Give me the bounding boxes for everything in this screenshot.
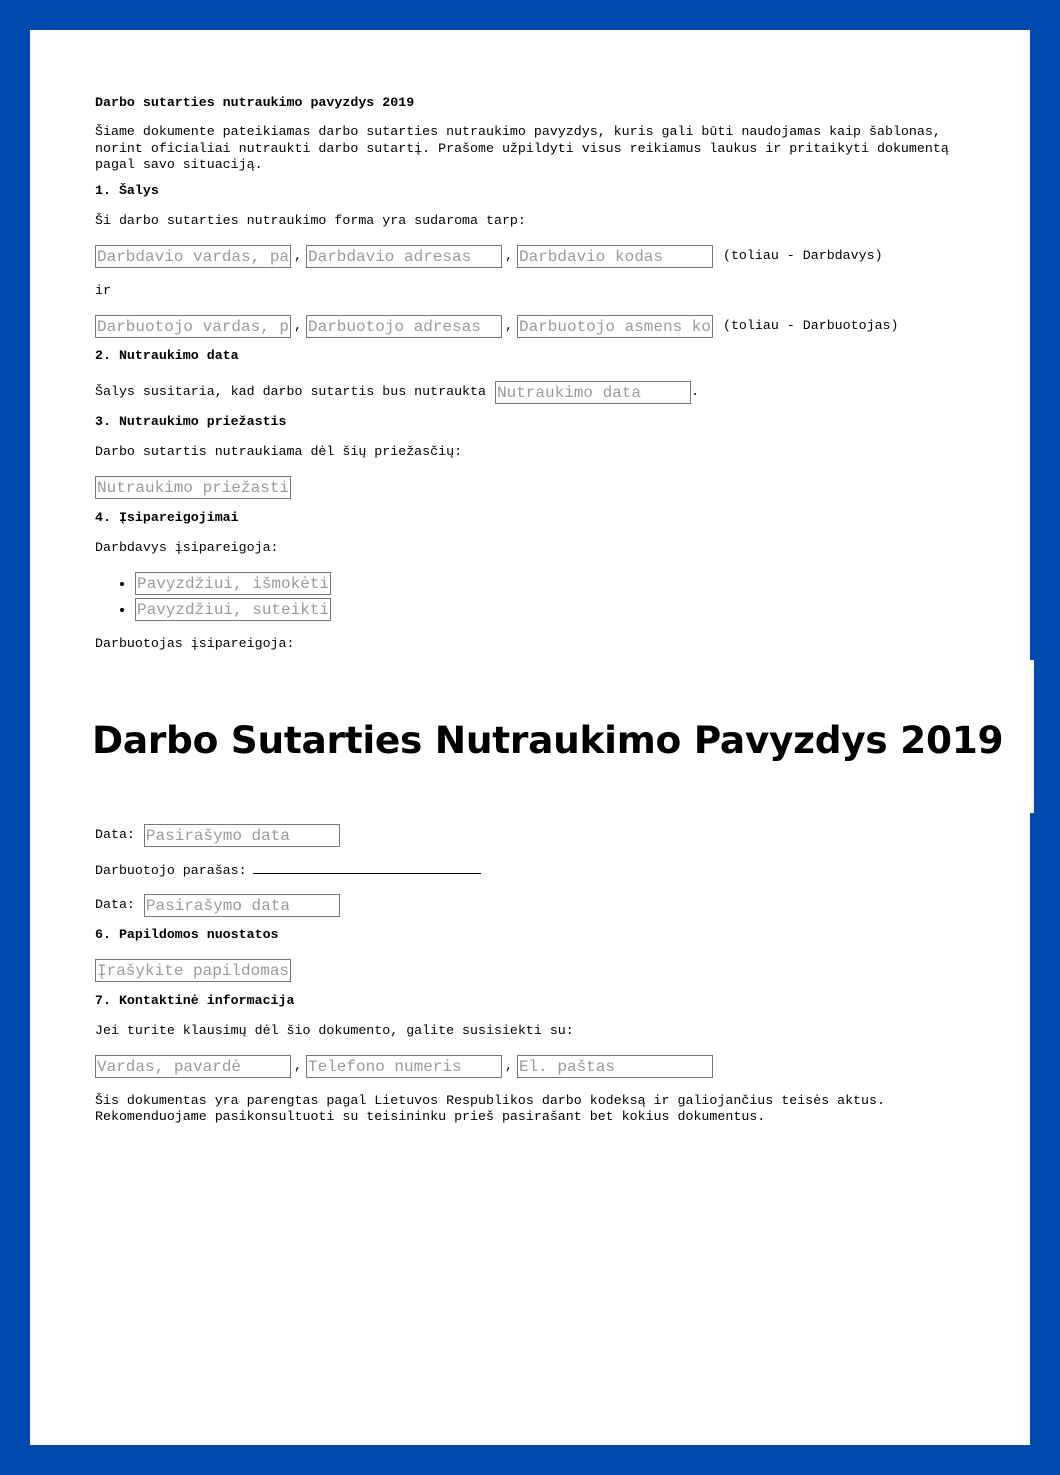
comma: ,: [294, 318, 302, 334]
comma: ,: [294, 1058, 302, 1074]
title-banner: [30, 660, 1034, 813]
employer-suffix: (toliau - Darbdavys): [722, 248, 883, 264]
extra-provisions-input[interactable]: [95, 959, 291, 982]
date-row-2: [95, 894, 340, 917]
employee-suffix: (toliau - Darbuotojas): [722, 318, 899, 334]
signing-date-input-2[interactable]: [144, 894, 340, 917]
date-label: Data:: [95, 897, 135, 913]
intro-paragraph: Šiame dokumente pateikiamas darbo sutarties nutraukimo pavyzdys, kuris gali būti naudojamas kaip šablonas, norint oficialiai nutraukti darbo sutartį. Prašome užpildyti visus reikiamus laukus ir pritaikyti dokumentą pagal savo situaciją.: [95, 124, 949, 172]
obligation-2-input[interactable]: [135, 598, 331, 621]
section2-heading: 2. Nutraukimo data: [95, 348, 239, 363]
contact-row: [95, 1055, 713, 1078]
employer-name-input[interactable]: [95, 245, 291, 268]
section7-heading: 7. Kontaktinė informacija: [95, 993, 295, 1008]
section6-heading: 6. Papildomos nuostatos: [95, 927, 279, 942]
period: .: [691, 384, 699, 400]
employee-row: [95, 315, 899, 338]
signature-line[interactable]: [253, 861, 481, 874]
employer-row: [95, 245, 883, 268]
contact-name-input[interactable]: [95, 1055, 291, 1078]
section2-text: Šalys susitaria, kad darbo sutartis bus nutraukta: [95, 384, 486, 400]
employer-address-input[interactable]: [306, 245, 502, 268]
section3-heading: 3. Nutraukimo priežastis: [95, 414, 287, 429]
employee-obligations-text: Darbuotojas įsipareigoja:: [95, 636, 295, 651]
comma: ,: [504, 318, 513, 334]
list-item: [135, 598, 331, 624]
section1-text: Ši darbo sutarties nutraukimo forma yra sudaroma tarp:: [95, 213, 526, 228]
comma: ,: [294, 248, 302, 264]
employee-code-input[interactable]: [517, 315, 713, 338]
employee-signature-row: [95, 861, 481, 880]
connector-text: ir: [95, 283, 111, 298]
date-row-1: [95, 824, 340, 847]
section3-text: Darbo sutartis nutraukiama dėl šių priežasčių:: [95, 444, 463, 459]
footer-note-line2: Rekomenduojame pasikonsultuoti su teisininku prieš pasirašant bet kokius dokumentus.: [95, 1109, 766, 1124]
section7-text: Jei turite klausimų dėl šio dokumento, galite susisiekti su:: [95, 1023, 574, 1038]
employee-name-input[interactable]: [95, 315, 291, 338]
document-title: Darbo sutarties nutraukimo pavyzdys 2019: [95, 95, 415, 110]
section1-heading: 1. Šalys: [95, 183, 159, 198]
comma: ,: [504, 1058, 513, 1074]
employee-address-input[interactable]: [306, 315, 502, 338]
comma: ,: [504, 248, 513, 264]
extra-provisions-row: [95, 959, 291, 982]
employer-obligations-list: [95, 572, 331, 624]
reason-row: [95, 476, 291, 499]
contact-phone-input[interactable]: [306, 1055, 502, 1078]
employer-code-input[interactable]: [517, 245, 713, 268]
obligation-1-input[interactable]: [135, 572, 331, 595]
employer-obligations-text: Darbdavys įsipareigoja:: [95, 540, 279, 555]
banner-title: Darbo Sutarties Nutraukimo Pavyzdys 2019: [92, 718, 1004, 762]
list-item: [135, 572, 331, 598]
termination-reason-input[interactable]: [95, 476, 291, 499]
signing-date-input-1[interactable]: [144, 824, 340, 847]
termination-date-input[interactable]: [495, 381, 691, 404]
section4-heading: 4. Įsipareigojimai: [95, 510, 239, 525]
employee-signature-label: Darbuotojo parašas:: [95, 863, 247, 878]
contact-email-input[interactable]: [517, 1055, 713, 1078]
date-label: Data:: [95, 827, 135, 843]
termination-date-row: [95, 381, 699, 404]
footer-note-line1: Šis dokumentas yra parengtas pagal Lietuvos Respublikos darbo kodeksą ir galiojančius teisės aktus.: [95, 1093, 885, 1108]
